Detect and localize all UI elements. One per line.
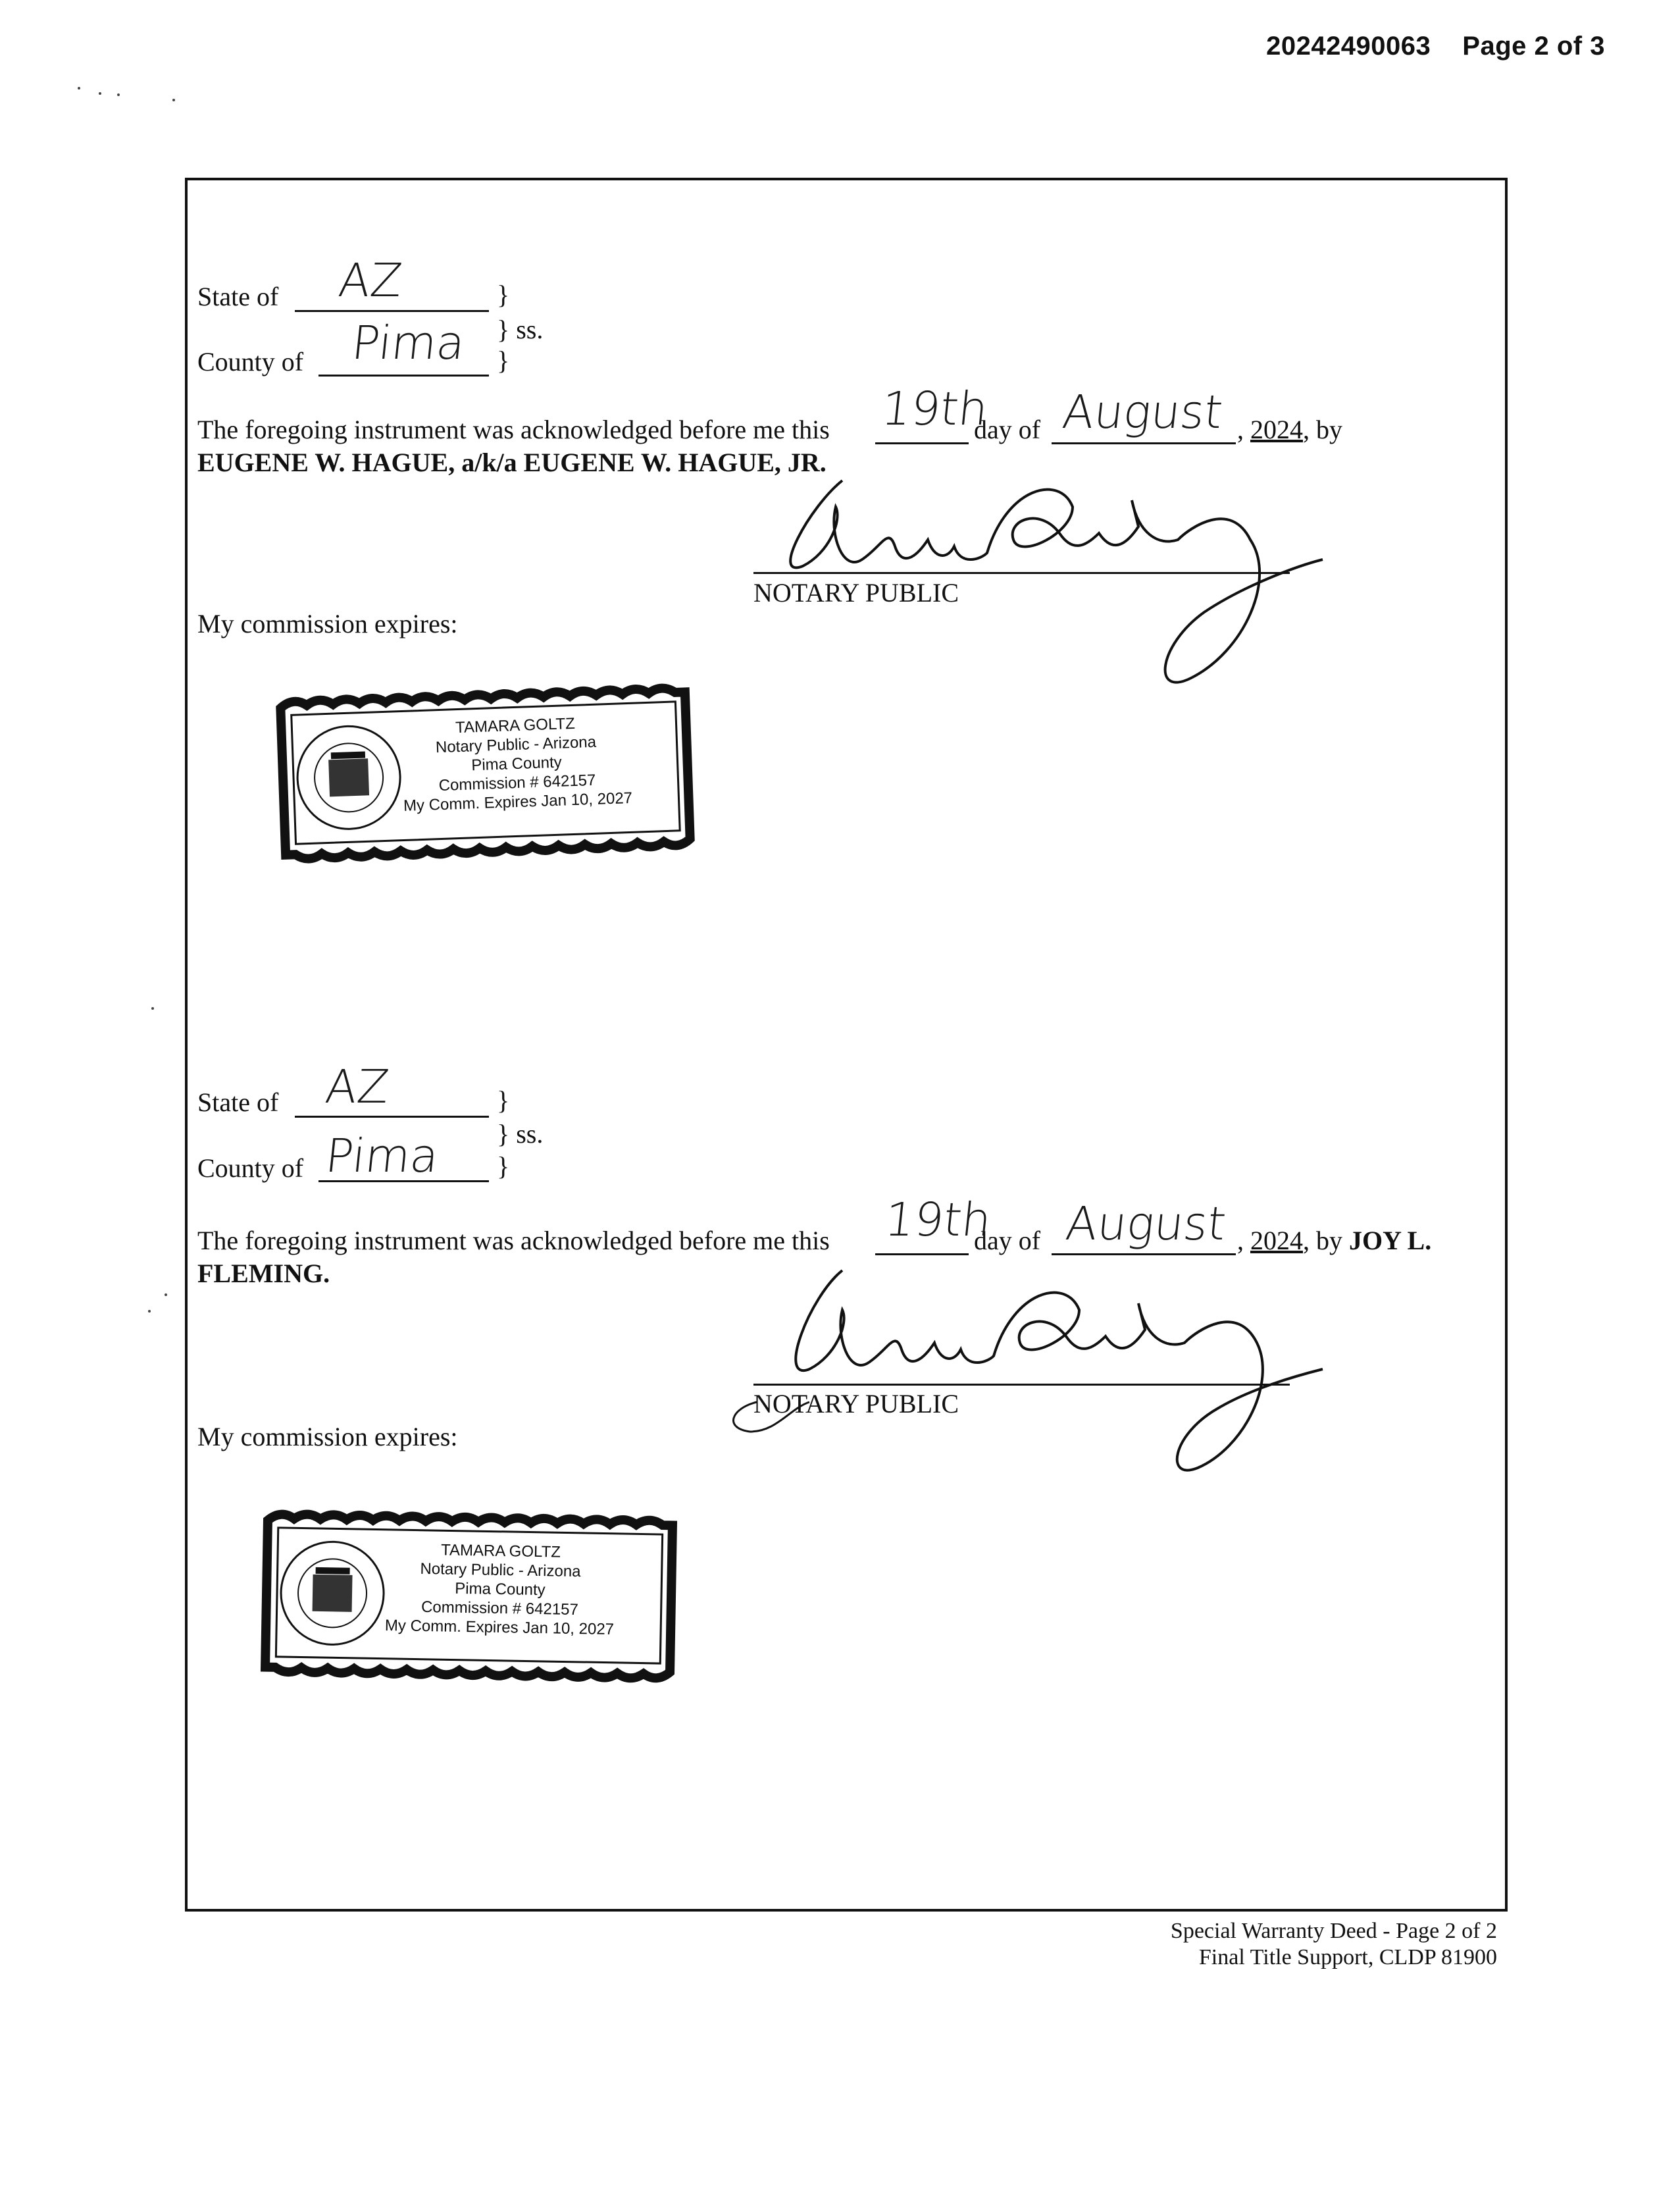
day-of-label: day of bbox=[974, 415, 1041, 444]
state-label: State of bbox=[197, 282, 279, 311]
county-label: County of bbox=[197, 1153, 304, 1183]
notary-signature bbox=[730, 461, 1323, 691]
ss-label: } ss. bbox=[497, 1119, 544, 1149]
state-value: AZ bbox=[336, 253, 405, 307]
day-value: 19th bbox=[878, 382, 991, 436]
stamp-text bbox=[394, 712, 640, 816]
document-number: 20242490063 bbox=[1266, 32, 1431, 61]
stamp-title: Notary Public - Arizona bbox=[420, 1559, 581, 1581]
acknowledgment-text: The foregoing instrument was acknowledged before me this bbox=[197, 415, 830, 444]
stamp-expires: My Comm. Expires Jan 10, 2027 bbox=[384, 1616, 615, 1639]
brace: } bbox=[497, 1151, 510, 1181]
month-line bbox=[1052, 442, 1236, 444]
brace: } bbox=[497, 1085, 510, 1115]
day-value: 19th bbox=[882, 1193, 994, 1247]
by-label: by bbox=[1316, 1226, 1342, 1255]
ss-label: } ss. bbox=[497, 315, 544, 344]
day-of-label: day of bbox=[974, 1226, 1041, 1255]
stamp-commission: Commission # 642157 bbox=[438, 771, 596, 795]
stamp-text bbox=[378, 1540, 623, 1639]
stamp-expires: My Comm. Expires Jan 10, 2027 bbox=[403, 789, 633, 816]
county-line bbox=[318, 375, 489, 377]
brace: } bbox=[497, 346, 510, 375]
by-label: by bbox=[1316, 415, 1342, 444]
state-line bbox=[295, 310, 489, 312]
signer-name: EUGENE W. HAGUE, a/k/a EUGENE W. HAGUE, JR. bbox=[197, 448, 827, 477]
day-line bbox=[875, 1253, 969, 1255]
signer-name-part2: FLEMING. bbox=[197, 1259, 330, 1288]
year-text: , 2024, by bbox=[1237, 415, 1342, 444]
notary-public-label: NOTARY PUBLIC bbox=[753, 1389, 959, 1419]
stamp-county: Pima County bbox=[471, 753, 563, 775]
acknowledgment-text: The foregoing instrument was acknowledged before me this bbox=[197, 1226, 830, 1255]
stamp-county: Pima County bbox=[455, 1579, 546, 1600]
stamp-title: Notary Public - Arizona bbox=[435, 733, 597, 757]
state-label: State of bbox=[197, 1087, 279, 1117]
month-value: August bbox=[1063, 1197, 1229, 1251]
state-line bbox=[295, 1116, 489, 1118]
stamp-name: TAMARA GOLTZ bbox=[440, 1541, 561, 1561]
county-value: Pima bbox=[322, 1129, 442, 1183]
day-line bbox=[875, 442, 969, 444]
footer-doc-title: Special Warranty Deed - Page 2 of 2 bbox=[1170, 1919, 1497, 1943]
signer-name-part1: JOY L. bbox=[1349, 1226, 1432, 1255]
year-value: 2024 bbox=[1250, 415, 1303, 444]
year-value: 2024 bbox=[1250, 1226, 1303, 1255]
page-indicator: Page 2 of 3 bbox=[1462, 32, 1605, 61]
month-value: August bbox=[1059, 385, 1225, 439]
commission-label: My commission expires: bbox=[197, 609, 458, 638]
footer-support-ref: Final Title Support, CLDP 81900 bbox=[1198, 1945, 1497, 1969]
month-line bbox=[1052, 1253, 1236, 1255]
notary-signature bbox=[717, 1264, 1323, 1481]
county-label: County of bbox=[197, 347, 304, 377]
commission-label: My commission expires: bbox=[197, 1422, 458, 1451]
year-text: , 2024, by JOY L. bbox=[1237, 1226, 1432, 1255]
stamp-name: TAMARA GOLTZ bbox=[455, 714, 576, 737]
brace: } bbox=[497, 280, 510, 309]
state-value: AZ bbox=[322, 1060, 392, 1114]
recording-header bbox=[1266, 32, 1605, 61]
stamp-commission: Commission # 642157 bbox=[420, 1598, 579, 1619]
notary-public-label: NOTARY PUBLIC bbox=[753, 578, 959, 608]
county-value: Pima bbox=[349, 316, 468, 370]
